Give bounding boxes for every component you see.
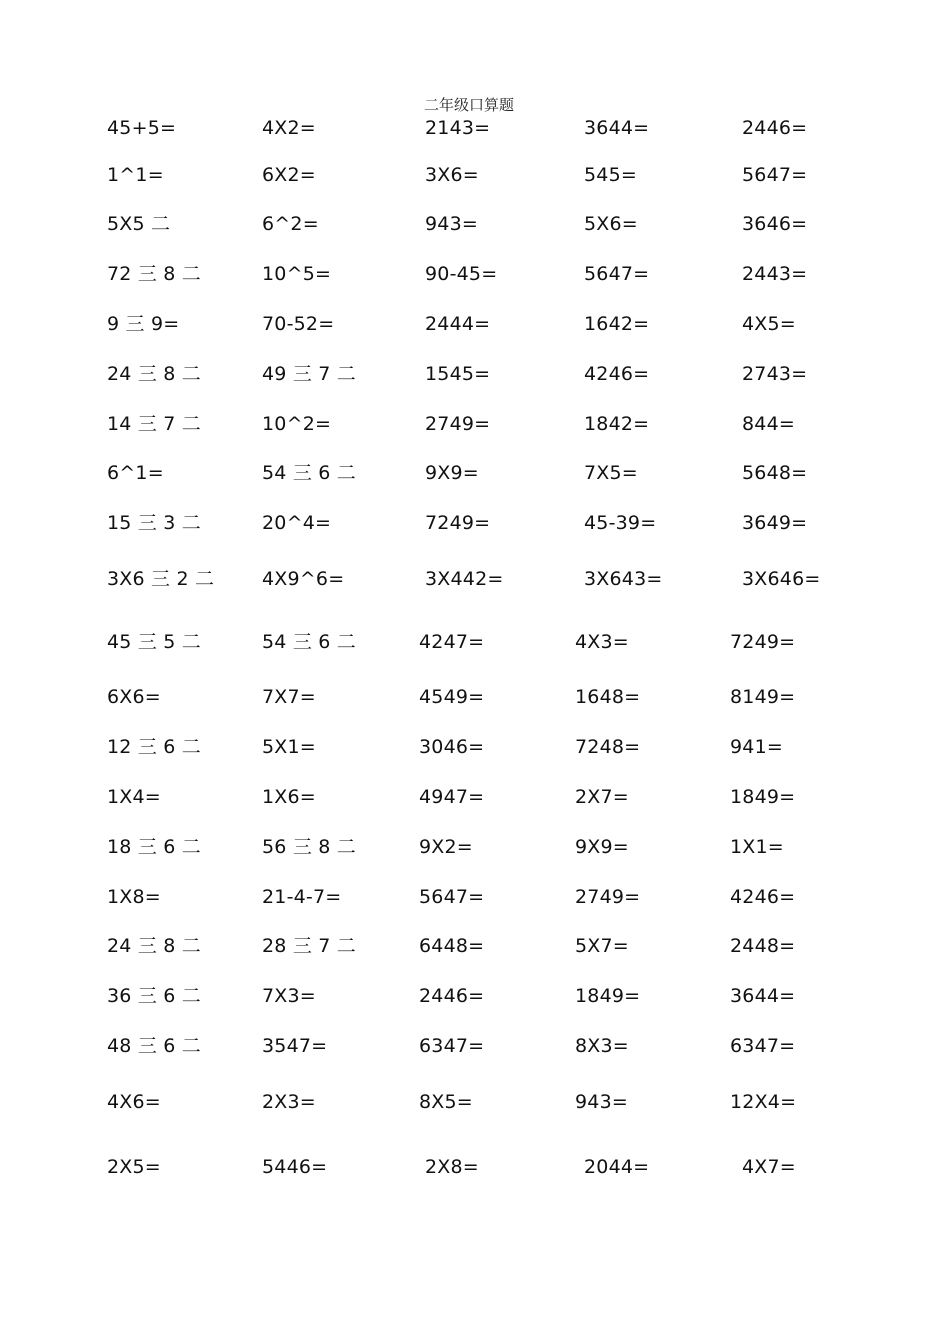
problem-r18-c1: 36 三 6 二 bbox=[107, 985, 201, 1007]
problem-r14-c3: 4947= bbox=[419, 786, 485, 808]
problem-r8-c2: 54 三 6 二 bbox=[262, 462, 356, 484]
problem-r17-c4: 5X7= bbox=[575, 935, 629, 957]
problem-r7-c3: 2749= bbox=[425, 413, 491, 435]
problem-r13-c2: 5X1= bbox=[262, 736, 316, 758]
problem-r15-c2: 56 三 8 二 bbox=[262, 836, 356, 858]
problem-r5-c2: 70-52= bbox=[262, 313, 335, 335]
problem-r14-c1: 1X4= bbox=[107, 786, 161, 808]
problem-r3-c1: 5X5 二 bbox=[107, 213, 171, 235]
problem-r20-c5: 12X4= bbox=[730, 1091, 797, 1113]
problem-r6-c2: 49 三 7 二 bbox=[262, 363, 356, 385]
problem-r15-c3: 9X2= bbox=[419, 836, 473, 858]
problem-r21-c2: 5446= bbox=[262, 1156, 328, 1178]
problem-r3-c3: 943= bbox=[425, 213, 478, 235]
problem-r10-c1: 3X6 三 2 二 bbox=[107, 568, 215, 590]
problem-r15-c1: 18 三 6 二 bbox=[107, 836, 201, 858]
problem-r5-c5: 4X5= bbox=[742, 313, 796, 335]
problem-r17-c1: 24 三 8 二 bbox=[107, 935, 201, 957]
problem-r1-c1: 45+5= bbox=[107, 117, 177, 139]
problem-r10-c2: 4X9^6= bbox=[262, 568, 345, 590]
problem-r4-c2: 10^5= bbox=[262, 263, 332, 285]
problem-r1-c2: 4X2= bbox=[262, 117, 316, 139]
problem-r12-c3: 4549= bbox=[419, 686, 485, 708]
problem-r9-c2: 20^4= bbox=[262, 512, 332, 534]
problem-r16-c2: 21-4-7= bbox=[262, 886, 342, 908]
problem-r4-c5: 2443= bbox=[742, 263, 808, 285]
problem-r6-c3: 1545= bbox=[425, 363, 491, 385]
problem-r2-c4: 545= bbox=[584, 164, 637, 186]
problem-r2-c5: 5647= bbox=[742, 164, 808, 186]
problem-r7-c4: 1842= bbox=[584, 413, 650, 435]
problem-r13-c3: 3046= bbox=[419, 736, 485, 758]
problem-r1-c3: 2143= bbox=[425, 117, 491, 139]
problem-r17-c3: 6448= bbox=[419, 935, 485, 957]
problem-r10-c4: 3X643= bbox=[584, 568, 663, 590]
problem-r10-c3: 3X442= bbox=[425, 568, 504, 590]
problem-r21-c4: 2044= bbox=[584, 1156, 650, 1178]
problem-r21-c3: 2X8= bbox=[425, 1156, 479, 1178]
problem-r20-c3: 8X5= bbox=[419, 1091, 473, 1113]
problem-r6-c1: 24 三 8 二 bbox=[107, 363, 201, 385]
problem-r17-c2: 28 三 7 二 bbox=[262, 935, 356, 957]
problem-r16-c3: 5647= bbox=[419, 886, 485, 908]
problem-r5-c1: 9 三 9= bbox=[107, 313, 180, 335]
problem-r16-c5: 4246= bbox=[730, 886, 796, 908]
problem-r10-c5: 3X646= bbox=[742, 568, 821, 590]
problem-r5-c3: 2444= bbox=[425, 313, 491, 335]
problem-r18-c2: 7X3= bbox=[262, 985, 316, 1007]
problem-r7-c5: 844= bbox=[742, 413, 795, 435]
problem-r9-c4: 45-39= bbox=[584, 512, 657, 534]
problem-r7-c2: 10^2= bbox=[262, 413, 332, 435]
problem-r8-c1: 6^1= bbox=[107, 462, 164, 484]
problem-r18-c5: 3644= bbox=[730, 985, 796, 1007]
problem-r14-c4: 2X7= bbox=[575, 786, 629, 808]
problem-r5-c4: 1642= bbox=[584, 313, 650, 335]
problem-r3-c5: 3646= bbox=[742, 213, 808, 235]
problem-r12-c4: 1648= bbox=[575, 686, 641, 708]
problem-r8-c5: 5648= bbox=[742, 462, 808, 484]
problem-r8-c4: 7X5= bbox=[584, 462, 638, 484]
problem-r17-c5: 2448= bbox=[730, 935, 796, 957]
problem-r13-c4: 7248= bbox=[575, 736, 641, 758]
problem-r4-c3: 90-45= bbox=[425, 263, 498, 285]
problem-r16-c4: 2749= bbox=[575, 886, 641, 908]
problem-r2-c2: 6X2= bbox=[262, 164, 316, 186]
problem-r6-c4: 4246= bbox=[584, 363, 650, 385]
problem-r11-c1: 45 三 5 二 bbox=[107, 631, 201, 653]
problem-r13-c5: 941= bbox=[730, 736, 783, 758]
problem-r4-c4: 5647= bbox=[584, 263, 650, 285]
problem-r19-c1: 48 三 6 二 bbox=[107, 1035, 201, 1057]
problem-r19-c3: 6347= bbox=[419, 1035, 485, 1057]
problem-r16-c1: 1X8= bbox=[107, 886, 161, 908]
problem-r15-c4: 9X9= bbox=[575, 836, 629, 858]
problem-r21-c1: 2X5= bbox=[107, 1156, 161, 1178]
problem-r6-c5: 2743= bbox=[742, 363, 808, 385]
problem-r19-c2: 3547= bbox=[262, 1035, 328, 1057]
problem-r3-c4: 5X6= bbox=[584, 213, 638, 235]
problem-r15-c5: 1X1= bbox=[730, 836, 784, 858]
problem-r21-c5: 4X7= bbox=[742, 1156, 796, 1178]
problem-r1-c5: 2446= bbox=[742, 117, 808, 139]
problem-r19-c4: 8X3= bbox=[575, 1035, 629, 1057]
problem-r9-c1: 15 三 3 二 bbox=[107, 512, 201, 534]
problem-r14-c5: 1849= bbox=[730, 786, 796, 808]
problem-r20-c1: 4X6= bbox=[107, 1091, 161, 1113]
problem-r9-c3: 7249= bbox=[425, 512, 491, 534]
problem-r11-c4: 4X3= bbox=[575, 631, 629, 653]
problem-r14-c2: 1X6= bbox=[262, 786, 316, 808]
problem-r20-c2: 2X3= bbox=[262, 1091, 316, 1113]
problem-r18-c3: 2446= bbox=[419, 985, 485, 1007]
problem-r3-c2: 6^2= bbox=[262, 213, 319, 235]
problem-r20-c4: 943= bbox=[575, 1091, 628, 1113]
problem-r18-c4: 1849= bbox=[575, 985, 641, 1007]
problem-r19-c5: 6347= bbox=[730, 1035, 796, 1057]
problem-r11-c2: 54 三 6 二 bbox=[262, 631, 356, 653]
problem-r4-c1: 72 三 8 二 bbox=[107, 263, 201, 285]
problem-r2-c3: 3X6= bbox=[425, 164, 479, 186]
problem-r12-c1: 6X6= bbox=[107, 686, 161, 708]
problem-r11-c3: 4247= bbox=[419, 631, 485, 653]
problem-r13-c1: 12 三 6 二 bbox=[107, 736, 201, 758]
problem-r12-c5: 8149= bbox=[730, 686, 796, 708]
problem-r12-c2: 7X7= bbox=[262, 686, 316, 708]
problem-r11-c5: 7249= bbox=[730, 631, 796, 653]
problem-r7-c1: 14 三 7 二 bbox=[107, 413, 201, 435]
problem-r1-c4: 3644= bbox=[584, 117, 650, 139]
problem-r9-c5: 3649= bbox=[742, 512, 808, 534]
problem-r2-c1: 1^1= bbox=[107, 164, 164, 186]
page-title: 二年级口算题 bbox=[423, 96, 514, 114]
problem-r8-c3: 9X9= bbox=[425, 462, 479, 484]
